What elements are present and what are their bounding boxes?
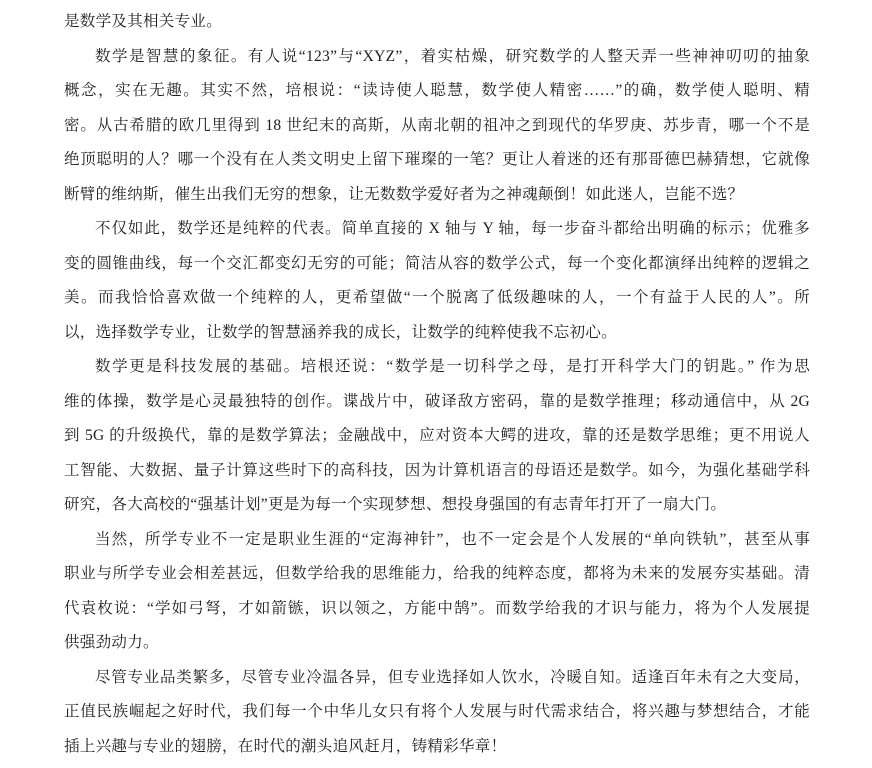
text-line: 密。从古希腊的欧几里得到 18 世纪末的高斯，从南北朝的祖冲之到现代的华罗庚、苏步青，哪一个不是 [64,116,810,134]
text-line: 代袁枚说：“学如弓弩，才如箭镞，识以领之，方能中鹄”。而数学给我的才识与能力，将为个人发展提 [64,599,810,617]
text-line: 插上兴趣与专业的翅膀，在时代的潮头追风赶月，铸精彩华章！ [64,737,507,755]
text-line: 美。而我恰恰喜欢做一个纯粹的人，更希望做“一个脱离了低级趣味的人，一个有益于人民的人”。所 [64,289,810,306]
text-line: 供强劲动力。 [64,634,159,651]
paragraph [64,350,810,523]
text-line: 到 5G 的升级换代，靠的是数学算法；金融战中，应对资本大鳄的进攻，靠的还是数学思维；更不用说人 [64,427,810,444]
text-line: 绝顶聪明的人？哪一个没有在人类文明史上留下璀璨的一笔？更让人着迷的还有那哥德巴赫猜想，它就像 [64,151,810,168]
text-line: 尽管专业品类繁多，尽管专业冷温各异，但专业选择如人饮水，冷暖自知。适逢百年未有之大变局， [95,668,810,686]
paragraph [64,212,810,350]
paragraph [64,5,810,40]
essay-text [64,5,810,764]
paragraph [64,523,810,661]
paragraph [64,40,810,213]
text-line: 变的圆锥曲线，每一个交汇都变幻无穷的可能；简洁从容的数学公式，每一个变化都演绎出纯粹的逻辑之 [64,254,810,272]
paragraph [64,661,810,765]
text-line: 维的体操，数学是心灵最独特的创作。谍战片中，破译敌方密码，靠的是数学推理；移动通信中，从 2G [64,392,810,410]
text-line: 断臂的维纳斯，催生出我们无穷的想象，让无数数学爱好者为之神魂颠倒！如此迷人，岂能不选？ [64,185,744,203]
text-line: 正值民族崛起之好时代，我们每一个中华儿女只有将个人发展与时代需求结合，将兴趣与梦想结合，才能 [64,703,810,720]
text-line: 以，选择数学专业，让数学的智慧涵养我的成长，让数学的纯粹使我不忘初心。 [64,323,618,341]
text-line: 数学是智慧的象征。有人说“123”与“XYZ”，着实枯燥，研究数学的人整天弄一些神神叨叨的抽象 [95,47,810,65]
text-line: 数学更是科技发展的基础。培根还说：“数学是一切科学之母，是打开科学大门的钥匙。” 作为思 [95,358,810,375]
text-line: 是数学及其相关专业。 [64,13,223,30]
text-line: 概念，实在无趣。其实不然，培根说：“读诗使人聪慧，数学使人精密……”的确，数学使人聪明、精 [64,82,810,99]
text-line: 职业与所学专业会相差甚远，但数学给我的思维能力，给我的纯粹态度，都将为未来的发展夯实基础。清 [64,565,810,582]
text-line: 不仅如此，数学还是纯粹的代表。简单直接的 X 轴与 Y 轴，每一步奋斗都给出明确的标示；优雅多 [95,220,810,237]
text-line: 当然，所学专业不一定是职业生涯的“定海神针”，也不一定会是个人发展的“单向铁轨”，甚至从事 [95,530,810,548]
text-line: 研究，各大高校的“强基计划”更是为每一个实现梦想、想投身强国的有志青年打开了一扇大门。 [64,496,727,513]
text-line: 工智能、大数据、量子计算这些时下的高科技，因为计算机语言的母语还是数学。如今，为强化基础学科 [64,461,810,479]
